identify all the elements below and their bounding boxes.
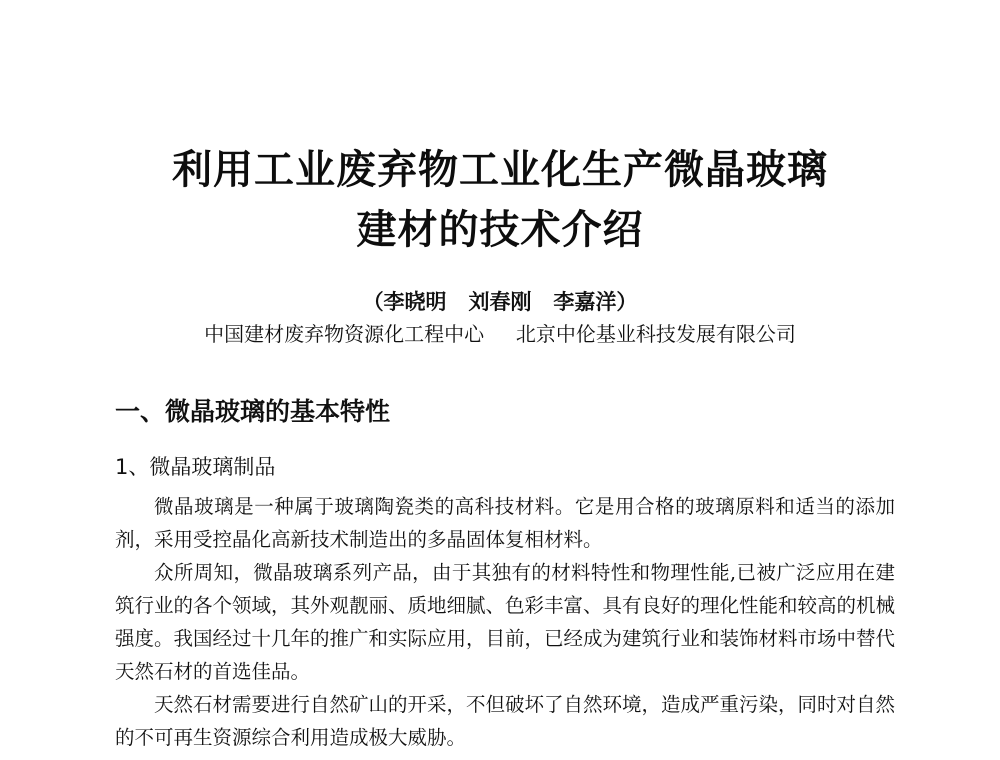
paragraph-3: 天然石材需要进行自然矿山的开采，不但破坏了自然环境，造成严重污染，同时对自然的不可再生资源综合利用造成极大威胁。 xyxy=(115,693,896,749)
section-heading: 一、微晶玻璃的基本特性 xyxy=(115,397,391,426)
body-text xyxy=(115,490,895,754)
paragraph-2: 众所周知，微晶玻璃系列产品，由于其独有的材料特性和物理性能,已被广泛应用在建筑行业的各个领域，其外观靓丽、质地细腻、色彩丰富、具有良好的理化性能和较高的机械强度。我国经过十几年的推广和实际应用，目前，已经成为建筑行业和装饰材料市场中替代天然石材的首选佳品。 xyxy=(115,561,896,683)
title-line-2: 建材的技术介绍 xyxy=(356,207,644,253)
authors: （李晓明 刘春刚 李嘉洋） xyxy=(362,289,638,314)
title-line-1: 利用工业废弃物工业化生产微晶玻璃 xyxy=(172,147,828,193)
affiliation: 中国建材废弃物资源化工程中心 北京中伦基业科技发展有限公司 xyxy=(204,322,796,346)
paragraph-1: 微晶玻璃是一种属于玻璃陶瓷类的高科技材料。它是用合格的玻璃原料和适当的添加剂，采用受控晶化高新技术制造出的多晶固体复相材料。 xyxy=(115,495,895,551)
subsection-heading: 1、微晶玻璃制品 xyxy=(115,455,276,479)
